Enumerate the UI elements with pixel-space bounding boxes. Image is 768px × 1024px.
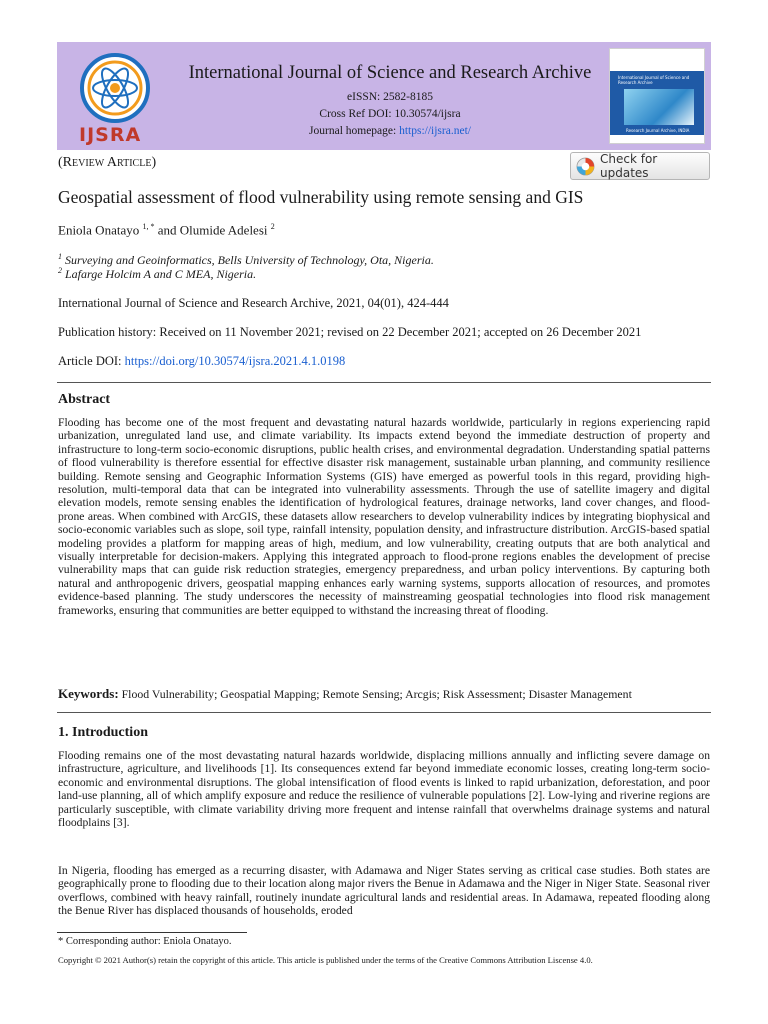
introduction-heading: 1. Introduction [58,725,148,740]
affiliation-1-text: Surveying and Geoinformatics, Bells University of Technology, Ota, Nigeria. [62,253,434,267]
author-2-affil: 2 [270,222,275,231]
divider [57,712,711,713]
keywords [58,686,718,702]
article-doi [58,354,345,369]
homepage-label: Journal homepage: [309,125,400,137]
keywords-text: Flood Vulnerability; Geospatial Mapping; Remote Sensing; Arcgis; Risk Assessment; Disaster Management [118,687,632,701]
abstract-heading: Abstract [58,392,111,407]
logo-text: IJSRA [79,124,142,146]
article-title: Geospatial assessment of flood vulnerability using remote sensing and GIS [58,187,584,207]
journal-header [57,42,711,150]
affiliation-2 [58,266,256,282]
cover-title: International Journal of Science and Research Archive [618,75,690,85]
crossref-doi: Cross Ref DOI: 10.30574/ijsra [319,108,461,120]
check-for-updates-label: Check for updates [600,152,658,180]
check-for-updates-button[interactable] [570,152,710,180]
introduction-paragraph-1: Flooding remains one of the most devastating natural hazards worldwide, displacing millions annually and inflicting severe damage on infrastructure, agriculture, and livelihoods [1]. Its consequences extend far beyond immediate economic losses, creating long-term socio-economic and environmental disruptions. The global intensification of flood events is linked to rapid urbanization, deforestation, and poor land-use planning, all of which amplify exposure and reduce the resilience of vulnerable populations [2]. Low-lying and riverine regions are particularly susceptible, with climate variability driving more frequent and intense rainfall that overwhelms drainage systems and natural floodplains [3]. [58,749,710,830]
cover-foot: Research Journal Archive, INDIA [626,128,690,133]
homepage-link[interactable]: https://ijsra.net/ [399,125,471,137]
affiliation-1-number: 1 [58,252,62,261]
author-1-affil: 1, * [142,222,155,231]
keywords-label: Keywords: [58,686,119,701]
copyright-notice: Copyright © 2021 Author(s) retain the copyright of this article. This article is published under the terms of the Creative Commons Attribution Liscense 4.0. [58,955,593,965]
abstract-text: Flooding has become one of the most frequent and devastating natural hazards worldwide, particularly in regions experiencing rapid urbanization, unregulated land use, and climate variability. Its impacts extend beyond the immediate destruction of property and infrastructure to long-term socio-economic disruptions, public health crises, and environmental degradation. Understanding spatial patterns of flood vulnerability is therefore essential for effective disaster risk management, sustainable urban planning, and community resilience building. Remote sensing and Geographic Information Systems (GIS) have emerged as powerful tools in this regard, providing high-resolution, multi-temporal data that can be integrated into vulnerability assessments. Through the use of satellite imagery and digital elevation models, remote sensing enables the identification of hydrological features, drainage networks, land cover changes, and flood-prone areas. When combined with ArcGIS, these datasets allow researchers to develop vulnerability indices by integrating biophysical and socio-economic variables such as slope, soil type, rainfall intensity, population density, and infrastructure distribution. ArcGIS-based spatial modeling provides a platform for mapping areas of high, medium, and low vulnerability, creating outputs that are both analytical and visually interpretable for decision-makers. Applying this integrated approach to flood-prone regions enables the development of precise vulnerability maps that can guide risk reduction strategies, emergency preparedness, and urban policy interventions. By capturing both natural and anthropogenic drivers, geospatial mapping enhances early warning systems, supports allocation of resources, and promotes evidence-based planning. The study underscores the necessity of mainstreaming geospatial technologies into flood risk management frameworks, ensuring that communities are better equipped to withstand the increasing threat of flooding. [58,416,710,617]
journal-cover-thumbnail [609,48,705,144]
doi-link[interactable]: https://doi.org/10.30574/ijsra.2021.4.1.0198 [124,354,346,368]
author-2[interactable]: and Olumide Adelesi [154,222,271,238]
journal-homepage [180,125,600,137]
cover-image [624,89,694,125]
author-1[interactable]: Eniola Onatayo [58,222,143,238]
cover-band [610,71,704,135]
publication-history: Publication history: Received on 11 November 2021; revised on 22 December 2021; accepted on 26 December 2021 [58,325,642,339]
affiliation-2-number: 2 [58,266,62,275]
journal-title: International Journal of Science and Research Archive [188,63,592,83]
divider [57,382,711,383]
author-list [58,222,275,238]
citation: International Journal of Science and Research Archive, 2021, 04(01), 424-444 [58,296,449,310]
introduction-paragraph-2: In Nigeria, flooding has emerged as a recurring disaster, with Adamawa and Niger States serving as critical case studies. Both states are geographically prone to flooding due to their location along major rivers the Benue in Adamawa and the Niger in Niger State. Seasonal river overflows, combined with heavy rainfall, routinely inundate agricultural lands and residential areas. In Adamawa, repeated flooding along the Benue River has displaced thousands of households, eroded [58,864,710,918]
eissn: eISSN: 2582-8185 [347,91,433,103]
affiliation-2-text: Lafarge Holcim A and C MEA, Nigeria. [62,267,257,281]
corresponding-author: * Corresponding author: Eniola Onatayo. [58,936,232,947]
article-type: (Review Article) [58,155,157,170]
crossmark-icon [576,157,595,176]
footnote-divider [57,932,247,933]
doi-label: Article DOI: [58,354,125,368]
